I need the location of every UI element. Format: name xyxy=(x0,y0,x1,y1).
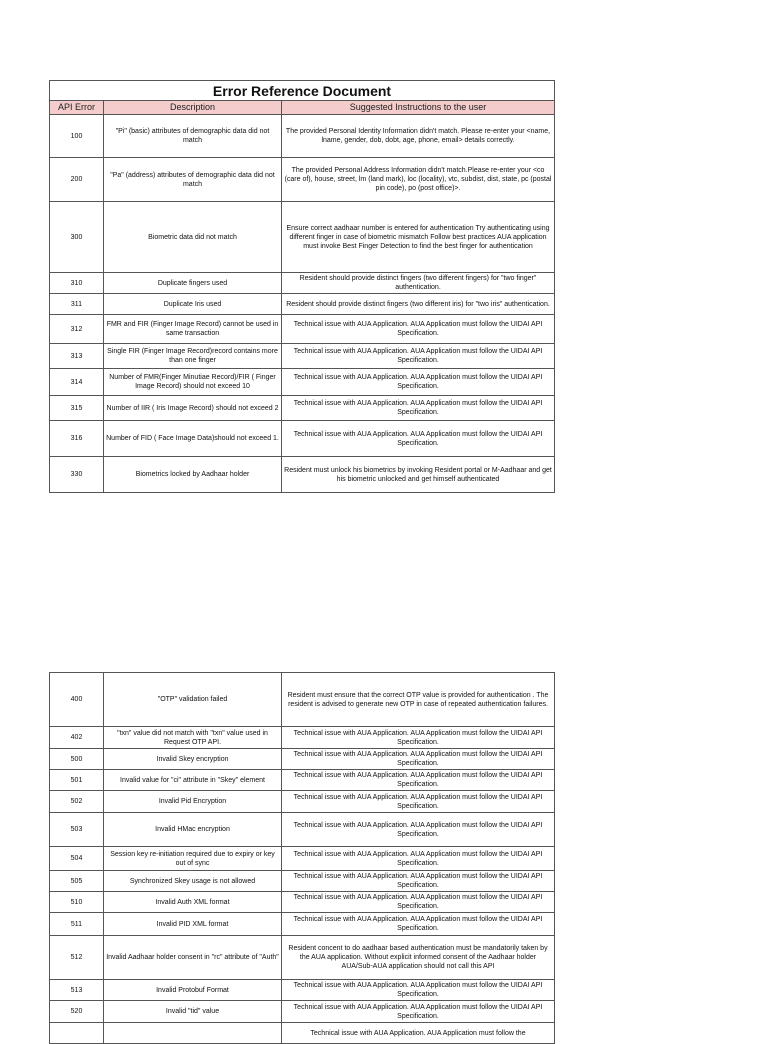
error-instruction: Technical issue with AUA Application. AUA Application must follow the UIDAI API Specification. xyxy=(282,980,555,1001)
table-row xyxy=(50,457,555,493)
error-instruction: Ensure correct aadhaar number is entered for authentication Try authenticating using different finger in case of biometric mismatch Follow best practices AUA application must invoke Best Finger Detection to find the best finger for authentication xyxy=(282,202,555,273)
error-code: 100 xyxy=(50,115,104,158)
error-description: Invalid Protobuf Format xyxy=(104,980,282,1001)
table-row xyxy=(50,344,555,369)
table-row xyxy=(50,727,555,749)
error-description: Session key re-initiation required due to expiry or key out of sync xyxy=(104,847,282,871)
error-code: 505 xyxy=(50,871,104,892)
table-row xyxy=(50,202,555,273)
error-description: Invalid HMac encryption xyxy=(104,813,282,847)
error-description: Invalid value for "ci" attribute in "Skey" element xyxy=(104,770,282,791)
error-code: 200 xyxy=(50,158,104,202)
table-row xyxy=(50,749,555,770)
error-instruction: Technical issue with AUA Application. AUA Application must follow the UIDAI API Specification. xyxy=(282,369,555,396)
table-row xyxy=(50,847,555,871)
table-row xyxy=(50,980,555,1001)
error-instruction: Technical issue with AUA Application. AUA Application must follow the xyxy=(282,1023,555,1044)
error-description: Invalid Aadhaar holder consent in "rc" attribute of "Auth" xyxy=(104,936,282,980)
error-instruction: Technical issue with AUA Application. AUA Application must follow the UIDAI API Specification. xyxy=(282,1001,555,1023)
error-description: Number of IIR ( Iris Image Record) should not exceed 2 xyxy=(104,396,282,421)
table-row xyxy=(50,115,555,158)
error-instruction: Technical issue with AUA Application. AUA Application must follow the UIDAI API Specification. xyxy=(282,344,555,369)
error-description: Biometric data did not match xyxy=(104,202,282,273)
error-instruction: Technical issue with AUA Application. AUA Application must follow the UIDAI API Specification. xyxy=(282,396,555,421)
table-row xyxy=(50,158,555,202)
error-description: Number of FID ( Face Image Data)should not exceed 1. xyxy=(104,421,282,457)
header-instructions: Suggested Instructions to the user xyxy=(282,101,555,115)
error-instruction: Technical issue with AUA Application. AUA Application must follow the UIDAI API Specification. xyxy=(282,892,555,913)
error-description: Invalid Pid Encryption xyxy=(104,791,282,813)
table-row xyxy=(50,421,555,457)
error-instruction: Technical issue with AUA Application. AUA Application must follow the UIDAI API Specification. xyxy=(282,770,555,791)
error-description: Invalid Auth XML format xyxy=(104,892,282,913)
error-code: 503 xyxy=(50,813,104,847)
error-code: 512 xyxy=(50,936,104,980)
error-description: "txn" value did not match with "txn" value used in Request OTP API. xyxy=(104,727,282,749)
table-row xyxy=(50,673,555,727)
table-header-row xyxy=(50,101,555,115)
error-description: Biometrics locked by Aadhaar holder xyxy=(104,457,282,493)
error-description: "Pi" (basic) attributes of demographic data did not match xyxy=(104,115,282,158)
table-row xyxy=(50,913,555,936)
error-instruction: Technical issue with AUA Application. AUA Application must follow the UIDAI API Specification. xyxy=(282,871,555,892)
error-description xyxy=(104,1023,282,1044)
error-instruction: Technical issue with AUA Application. AUA Application must follow the UIDAI API Specification. xyxy=(282,421,555,457)
error-description: Synchronized Skey usage is not allowed xyxy=(104,871,282,892)
error-instruction: Resident must ensure that the correct OTP value is provided for authentication . The resident is advised to generate new OTP in case of repeated authentication failures. xyxy=(282,673,555,727)
error-instruction: Resident concent to do aadhaar based authentication must be mandatorily taken by the AUA application. Without explicit informed consent of the Aadhaar holder AUA/Sub-AUA application should not call this API xyxy=(282,936,555,980)
error-code: 511 xyxy=(50,913,104,936)
error-code: 520 xyxy=(50,1001,104,1023)
document-title: Error Reference Document xyxy=(50,81,555,101)
error-description: Invalid Skey encryption xyxy=(104,749,282,770)
error-code: 330 xyxy=(50,457,104,493)
table-row xyxy=(50,871,555,892)
error-description: Number of FMR(Finger Minutiae Record)/FIR ( Finger Image Record) should not exceed 10 xyxy=(104,369,282,396)
table-row xyxy=(50,273,555,294)
error-instruction: Technical issue with AUA Application. AUA Application must follow the UIDAI API Specification. xyxy=(282,847,555,871)
error-reference-table-1 xyxy=(49,80,555,493)
error-instruction: Resident should provide distinct fingers (two different fingers) for "two finger" authentication. xyxy=(282,273,555,294)
error-description: Duplicate Iris used xyxy=(104,294,282,315)
error-code: 300 xyxy=(50,202,104,273)
error-instruction: Technical issue with AUA Application. AUA Application must follow the UIDAI API Specification. xyxy=(282,791,555,813)
error-description: FMR and FIR (Finger Image Record) cannot be used in same transaction xyxy=(104,315,282,344)
table-row xyxy=(50,1023,555,1044)
error-code: 313 xyxy=(50,344,104,369)
error-instruction: The provided Personal Identity Information didn't match. Please re-enter your <name, lname, gender, dob, dobt, age, phone, email> details correctly. xyxy=(282,115,555,158)
error-code: 502 xyxy=(50,791,104,813)
error-instruction: Resident must unlock his biometrics by invoking Resident portal or M-Aadhaar and get his biometric unlocked and get himself authenticated xyxy=(282,457,555,493)
table-row xyxy=(50,396,555,421)
table-row xyxy=(50,892,555,913)
error-code: 513 xyxy=(50,980,104,1001)
table-row xyxy=(50,315,555,344)
table-row xyxy=(50,813,555,847)
error-instruction: The provided Personal Address Information didn't match.Please re-enter your <co (care of), house, street, lm (land mark), loc (locality), vtc, subdist, dist, state, pc (postal pin code), po (post office)>. xyxy=(282,158,555,202)
table-row xyxy=(50,294,555,315)
error-instruction: Technical issue with AUA Application. AUA Application must follow the UIDAI API Specification. xyxy=(282,813,555,847)
error-code: 314 xyxy=(50,369,104,396)
error-code: 316 xyxy=(50,421,104,457)
table-row xyxy=(50,1001,555,1023)
error-code: 311 xyxy=(50,294,104,315)
error-code: 400 xyxy=(50,673,104,727)
error-code: 510 xyxy=(50,892,104,913)
table-row xyxy=(50,770,555,791)
error-code: 501 xyxy=(50,770,104,791)
error-description: Single FIR (Finger Image Record)record contains more than one finger xyxy=(104,344,282,369)
error-code: 315 xyxy=(50,396,104,421)
error-code xyxy=(50,1023,104,1044)
error-instruction: Technical issue with AUA Application. AUA Application must follow the UIDAI API Specification. xyxy=(282,913,555,936)
error-description: Invalid PID XML format xyxy=(104,913,282,936)
error-description: Invalid "tid" value xyxy=(104,1001,282,1023)
error-code: 500 xyxy=(50,749,104,770)
error-instruction: Technical issue with AUA Application. AUA Application must follow the UIDAI API Specification. xyxy=(282,749,555,770)
error-description: "OTP" validation failed xyxy=(104,673,282,727)
error-instruction: Resident should provide distinct fingers (two different iris) for "two iris" authentication. xyxy=(282,294,555,315)
error-code: 402 xyxy=(50,727,104,749)
table-row xyxy=(50,369,555,396)
error-description: Duplicate fingers used xyxy=(104,273,282,294)
header-description: Description xyxy=(104,101,282,115)
error-code: 310 xyxy=(50,273,104,294)
error-code: 312 xyxy=(50,315,104,344)
error-reference-table-2 xyxy=(49,672,555,1044)
error-instruction: Technical issue with AUA Application. AUA Application must follow the UIDAI API Specification. xyxy=(282,315,555,344)
error-code: 504 xyxy=(50,847,104,871)
error-instruction: Technical issue with AUA Application. AUA Application must follow the UIDAI API Specification. xyxy=(282,727,555,749)
table-row xyxy=(50,791,555,813)
error-description: "Pa" (address) attributes of demographic data did not match xyxy=(104,158,282,202)
header-api-error: API Error xyxy=(50,101,104,115)
table-row xyxy=(50,936,555,980)
